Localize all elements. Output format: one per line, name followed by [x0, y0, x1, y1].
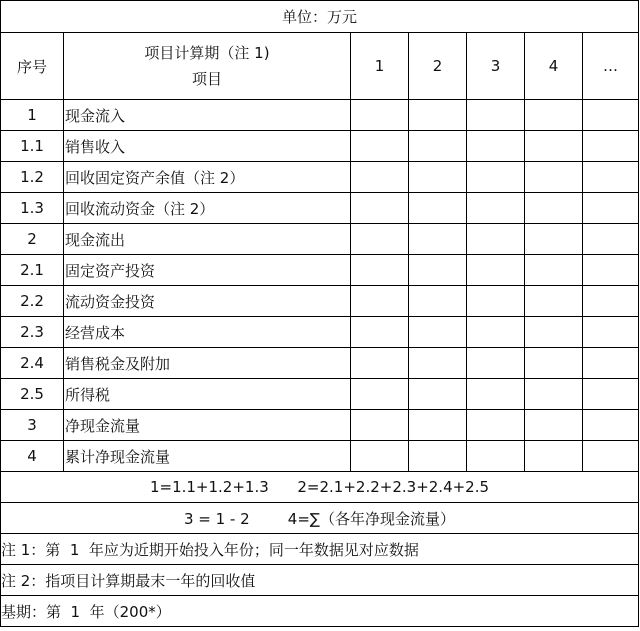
row-period-cell — [409, 410, 467, 441]
row-period-cell — [351, 379, 409, 410]
row-seq: 3 — [1, 410, 64, 441]
row-period-cell — [525, 379, 583, 410]
header-row — [1, 33, 639, 100]
row-period-cell — [467, 286, 525, 317]
period-item-header — [64, 33, 351, 100]
note-2: 注 2：指项目计算期最末一年的回收值 — [1, 565, 639, 596]
row-period-cell — [409, 100, 467, 131]
row-item-name: 流动资金投资 — [64, 286, 351, 317]
row-period-cell — [583, 317, 639, 348]
row-item-name: 回收固定资产余值（注 2） — [64, 162, 351, 193]
formula-line-2: 3 = 1 - 2 4=∑（各年净现金流量） — [1, 503, 639, 534]
seq-header: 序号 — [1, 33, 64, 100]
item-header: 项目 — [191, 70, 222, 88]
row-item-name: 现金流入 — [64, 100, 351, 131]
row-period-cell — [525, 286, 583, 317]
row-period-cell — [525, 255, 583, 286]
table-row — [1, 286, 639, 317]
table-row — [1, 379, 639, 410]
period-col-4: 4 — [525, 33, 583, 100]
period-col-1: 1 — [351, 33, 409, 100]
row-period-cell — [525, 410, 583, 441]
row-period-cell — [467, 162, 525, 193]
row-period-cell — [583, 100, 639, 131]
unit-label: 单位：万元 — [1, 1, 639, 33]
row-period-cell — [409, 348, 467, 379]
table-row — [1, 193, 639, 224]
table-row — [1, 348, 639, 379]
row-item-name: 现金流出 — [64, 224, 351, 255]
row-period-cell — [409, 193, 467, 224]
row-item-name: 经营成本 — [64, 317, 351, 348]
row-period-cell — [467, 379, 525, 410]
row-period-cell — [525, 224, 583, 255]
row-seq: 2.5 — [1, 379, 64, 410]
row-seq: 2.4 — [1, 348, 64, 379]
row-period-cell — [583, 441, 639, 472]
table-row — [1, 224, 639, 255]
period-col-3: 3 — [467, 33, 525, 100]
row-period-cell — [351, 286, 409, 317]
row-period-cell — [467, 255, 525, 286]
base-period: 基期：第 1 年（200*） — [1, 596, 639, 627]
row-period-cell — [467, 410, 525, 441]
formula-line-1: 1=1.1+1.2+1.3 2=2.1+2.2+2.3+2.4+2.5 — [1, 472, 639, 503]
row-seq: 4 — [1, 441, 64, 472]
row-item-name: 回收流动资金（注 2） — [64, 193, 351, 224]
note-1: 注 1：第 1 年应为近期开始投入年份；同一年数据见对应数据 — [1, 534, 639, 565]
row-period-cell — [351, 131, 409, 162]
row-period-cell — [525, 348, 583, 379]
row-item-name: 销售收入 — [64, 131, 351, 162]
period-header: 项目计算期（注 1) — [144, 44, 270, 62]
row-period-cell — [467, 224, 525, 255]
table-row — [1, 410, 639, 441]
table-row — [1, 100, 639, 131]
row-seq: 1.3 — [1, 193, 64, 224]
row-period-cell — [409, 162, 467, 193]
row-period-cell — [583, 162, 639, 193]
row-period-cell — [467, 348, 525, 379]
row-item-name: 净现金流量 — [64, 410, 351, 441]
row-period-cell — [351, 255, 409, 286]
row-period-cell — [409, 131, 467, 162]
row-period-cell — [467, 441, 525, 472]
row-seq: 2.2 — [1, 286, 64, 317]
row-period-cell — [467, 100, 525, 131]
row-period-cell — [583, 224, 639, 255]
row-period-cell — [525, 441, 583, 472]
row-period-cell — [525, 162, 583, 193]
table-row — [1, 317, 639, 348]
row-period-cell — [351, 193, 409, 224]
row-period-cell — [351, 317, 409, 348]
row-period-cell — [351, 441, 409, 472]
row-period-cell — [525, 317, 583, 348]
data-rows — [1, 100, 639, 472]
row-period-cell — [351, 224, 409, 255]
row-seq: 2 — [1, 224, 64, 255]
row-period-cell — [583, 131, 639, 162]
table-row — [1, 441, 639, 472]
row-period-cell — [525, 100, 583, 131]
row-period-cell — [409, 441, 467, 472]
row-period-cell — [583, 348, 639, 379]
row-item-name: 所得税 — [64, 379, 351, 410]
row-period-cell — [583, 410, 639, 441]
row-period-cell — [351, 162, 409, 193]
row-item-name: 累计净现金流量 — [64, 441, 351, 472]
table-row — [1, 131, 639, 162]
row-period-cell — [525, 131, 583, 162]
row-period-cell — [409, 255, 467, 286]
row-period-cell — [409, 317, 467, 348]
row-seq: 1 — [1, 100, 64, 131]
row-period-cell — [583, 286, 639, 317]
row-seq: 2.1 — [1, 255, 64, 286]
row-period-cell — [467, 317, 525, 348]
row-period-cell — [583, 255, 639, 286]
row-period-cell — [409, 286, 467, 317]
row-period-cell — [583, 193, 639, 224]
row-period-cell — [583, 379, 639, 410]
row-period-cell — [467, 193, 525, 224]
row-period-cell — [351, 348, 409, 379]
row-period-cell — [467, 131, 525, 162]
row-period-cell — [409, 379, 467, 410]
row-seq: 2.3 — [1, 317, 64, 348]
row-seq: 1.2 — [1, 162, 64, 193]
table-row — [1, 255, 639, 286]
row-period-cell — [409, 224, 467, 255]
period-col-2: 2 — [409, 33, 467, 100]
table-row — [1, 162, 639, 193]
row-seq: 1.1 — [1, 131, 64, 162]
row-item-name: 销售税金及附加 — [64, 348, 351, 379]
row-item-name: 固定资产投资 — [64, 255, 351, 286]
period-col-more: … — [583, 33, 639, 100]
row-period-cell — [351, 100, 409, 131]
row-period-cell — [525, 193, 583, 224]
row-period-cell — [351, 410, 409, 441]
